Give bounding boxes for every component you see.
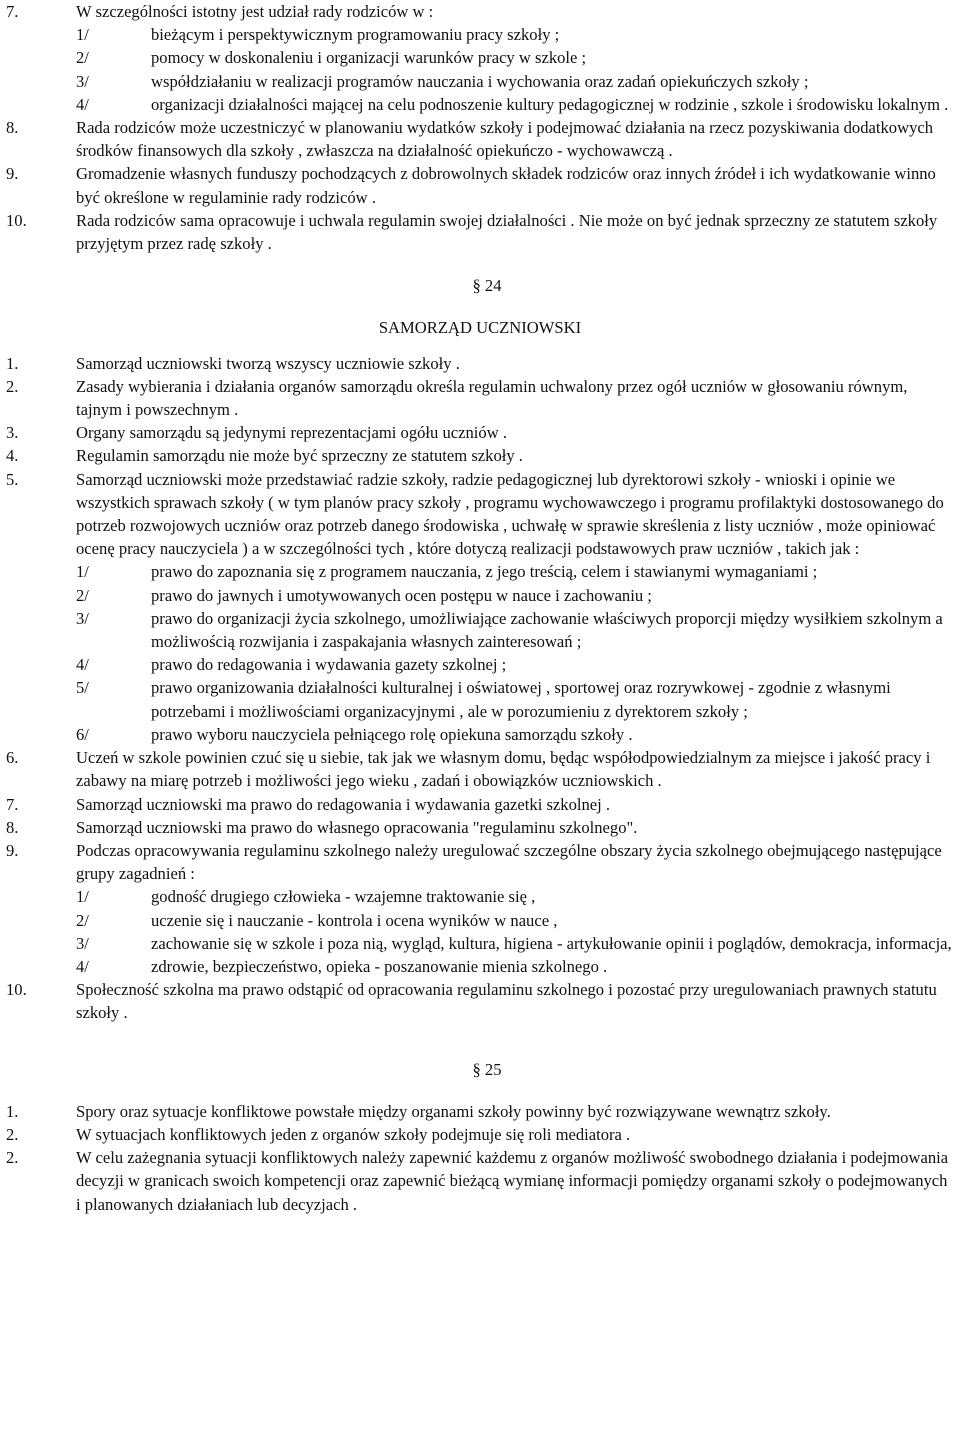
sub-item-number: 4/ — [76, 94, 89, 114]
list-item — [0, 421, 960, 444]
item-text: Uczeń w szkole powinien czuć się u siebie, tak jak we własnym domu, będąc współodpowiedzialnym za miejsce i jakość pracy i zabawy na miarę potrzeb i możliwości jego wieku , zadań i obowiązków uczniowskich . — [76, 748, 931, 791]
item-number: 5. — [6, 469, 19, 489]
list-item — [0, 793, 960, 816]
item-text: Samorząd uczniowski ma prawo do własnego opracowania "regulaminu szkolnego". — [76, 817, 638, 837]
item-text: Samorząd uczniowski tworzą wszyscy uczniowie szkoły . — [76, 353, 460, 373]
list-item — [0, 0, 960, 23]
item-text: Zasady wybierania i działania organów samorządu określa regulamin uchwalony przez ogół uczniów w głosowaniu równym, tajnym i powszechnym . — [76, 376, 908, 420]
paragraph-24-number: § 24 — [472, 276, 502, 296]
sub-item-number: 1/ — [76, 887, 89, 907]
sub-item-text: prawo organizowania działalności kulturalnej i oświatowej , sportowej oraz rozrywkowej - zgodnie z własnymi potrzebami i możliwościami organizacyjnymi , ale w porozumieniu z dyrektorem szkoły ; — [151, 678, 891, 721]
sub-item — [0, 955, 960, 978]
sub-item-text: zachowanie się w szkole i poza nią, wygląd, kultura, higiena - artykułowanie opinii i poglądów, demokracja, informacja, — [151, 933, 952, 953]
sub-item-text: prawo do jawnych i umotywowanych ocen postępu w nauce i zachowaniu ; — [151, 585, 652, 605]
item-number: 1. — [6, 1101, 19, 1121]
sub-item-number: 5/ — [76, 678, 89, 698]
sub-item-number: 3/ — [76, 71, 89, 91]
section-24-list — [0, 352, 960, 1025]
sub-item — [0, 723, 960, 746]
sub-item-text: bieżącym i perspektywicznym programowaniu pracy szkoły ; — [151, 25, 560, 45]
item-number: 2. — [6, 376, 19, 396]
section-25-list — [0, 1100, 960, 1216]
item-number: 9. — [6, 164, 19, 184]
sub-item — [0, 932, 960, 955]
list-item — [0, 352, 960, 375]
sub-item-number: 4/ — [76, 956, 89, 976]
sub-item-text: współdziałaniu w realizacji programów nauczania i wychowania oraz zadań opiekuńczych szkoły ; — [151, 71, 809, 91]
sub-item — [0, 909, 960, 932]
item-number: 3. — [6, 423, 19, 443]
sub-item-number: 1/ — [76, 562, 89, 582]
sub-item-text: uczenie się i nauczanie - kontrola i ocena wyników w nauce , — [151, 910, 558, 930]
sub-item — [0, 70, 960, 93]
sub-item-number: 1/ — [76, 25, 89, 45]
sub-item-number: 6/ — [76, 724, 89, 744]
list-item — [0, 1123, 960, 1146]
item-number: 1. — [6, 353, 19, 373]
sub-item — [0, 560, 960, 583]
paragraph-25-number: § 25 — [472, 1059, 502, 1079]
sub-item-text: prawo do redagowania i wydawania gazety szkolnej ; — [151, 655, 507, 675]
list-item — [0, 116, 960, 162]
item-number: 10. — [6, 210, 27, 230]
item-number: 4. — [6, 446, 19, 466]
list-item — [0, 978, 960, 1024]
list-item — [0, 839, 960, 885]
item-number: 9. — [6, 840, 19, 860]
continuation-list — [0, 0, 960, 255]
item-text: W szczególności istotny jest udział rady rodziców w : — [76, 2, 434, 21]
item-number: 2. — [6, 1124, 19, 1144]
item-text: W celu zażegnania sytuacji konfliktowych należy zapewnić każdemu z organów możliwość swobodnego działania i podejmowania decyzji w granicach swoich kompetencji oraz zapewnić bieżącą wymianę informacji pomiędzy organami szkoły o podejmowanych i planowanych działaniach lub decyzjach . — [76, 1148, 949, 1214]
sub-item-number: 3/ — [76, 933, 89, 953]
list-item — [0, 209, 960, 255]
item-number: 7. — [6, 794, 19, 814]
sub-item-number: 3/ — [76, 608, 89, 628]
sub-item — [0, 676, 960, 722]
item-number: 6. — [6, 748, 19, 768]
sub-item-text: organizacji działalności mającej na celu podnoszenie kultury pedagogicznej w rodzinie , szkole i środowisku lokalnym . — [151, 94, 949, 114]
item-number: 8. — [6, 817, 19, 837]
item-text: Rada rodziców sama opracowuje i uchwala regulamin swojej działalności . Nie może on być jednak sprzeczny ze statutem szkoły przyjętym przez radę szkoły . — [76, 210, 938, 254]
sub-item — [0, 653, 960, 676]
sub-item — [0, 93, 960, 116]
item-number: 2. — [6, 1148, 19, 1168]
item-text: Organy samorządu są jedynymi reprezentacjami ogółu uczniów . — [76, 423, 507, 443]
item-text: Rada rodziców może uczestniczyć w planowaniu wydatków szkoły i podejmować działania na rzecz pozyskiwania dodatkowych środków finansowych dla szkoły , zwłaszcza na działalność opiekuńczo - wychowawczą . — [76, 118, 934, 161]
sub-item-number: 2/ — [76, 910, 89, 930]
list-item — [0, 816, 960, 839]
item-text: W sytuacjach konfliktowych jeden z organów szkoły podejmuje się roli mediatora . — [76, 1124, 631, 1144]
sub-item — [0, 885, 960, 908]
sub-item-text: zdrowie, bezpieczeństwo, opieka - poszanowanie mienia szkolnego . — [151, 956, 608, 976]
item-text: Samorząd uczniowski ma prawo do redagowania i wydawania gazetki szkolnej . — [76, 794, 611, 814]
item-text: Gromadzenie własnych funduszy pochodzących z dobrowolnych składek rodziców oraz innych źródeł i ich wydatkowanie winno być określone w regulaminie rady rodziców . — [76, 164, 936, 207]
sub-item — [0, 607, 960, 653]
item-text: Społeczność szkolna ma prawo odstąpić od opracowania regulaminu szkolnego i pozostać przy uregulowaniach prawnych statutu szkoły . — [76, 980, 937, 1023]
list-item — [0, 468, 960, 561]
sub-item — [0, 23, 960, 46]
sub-item-number: 2/ — [76, 585, 89, 605]
list-item — [0, 1100, 960, 1123]
sub-item-text: godność drugiego człowieka - wzajemne traktowanie się , — [151, 887, 536, 907]
list-item — [0, 1146, 960, 1216]
item-text: Spory oraz sytuacje konfliktowe powstałe między organami szkoły powinny być rozwiązywane wewnątrz szkoły. — [76, 1101, 831, 1121]
section-heading-samorzad: SAMORZĄD UCZNIOWSKI — [378, 318, 582, 338]
item-number: 7. — [6, 2, 19, 21]
list-item — [0, 375, 960, 421]
sub-item-text: prawo do organizacji życia szkolnego, umożliwiające zachowanie właściwych proporcji między wysiłkiem szkolnym a możliwością rozwijania i zaspakajania własnych zainteresowań ; — [151, 608, 943, 652]
list-item — [0, 444, 960, 467]
sub-item-number: 4/ — [76, 655, 89, 675]
sub-item — [0, 46, 960, 69]
sub-item — [0, 584, 960, 607]
list-item — [0, 162, 960, 208]
item-text: Samorząd uczniowski może przedstawiać radzie szkoły, radzie pedagogicznej lub dyrektorowi szkoły - wnioski i opinie we wszystkich sprawach szkoły ( w tym planów pracy szkoły , programu wychowawczego i programu profilaktyki dostosowanego do potrzeb rozwojowych uczniów oraz potrzeb danego środowiska , uchwałę w sprawie skreślenia z listy uczniów , może opiniować ocenę pracy nauczyciela ) a w szczególności tych , które dotyczą realizacji podstawowych praw uczniów , takich jak : — [76, 469, 944, 559]
list-item — [0, 746, 960, 792]
item-text: Podczas opracowywania regulaminu szkolnego należy uregulować szczególne obszary życia szkolnego obejmującego następujące grupy zagadnień : — [76, 840, 942, 884]
item-number: 8. — [6, 118, 19, 138]
sub-item-text: prawo wyboru nauczyciela pełniącego rolę opiekuna samorządu szkoły . — [151, 724, 633, 744]
sub-item-text: pomocy w doskonaleniu i organizacji warunków pracy w szkole ; — [151, 48, 587, 68]
item-text: Regulamin samorządu nie może być sprzeczny ze statutem szkoły . — [76, 446, 523, 466]
item-number: 10. — [6, 980, 27, 1000]
sub-item-number: 2/ — [76, 48, 89, 68]
sub-item-text: prawo do zapoznania się z programem nauczania, z jego treścią, celem i stawianymi wymaganiami ; — [151, 562, 818, 582]
